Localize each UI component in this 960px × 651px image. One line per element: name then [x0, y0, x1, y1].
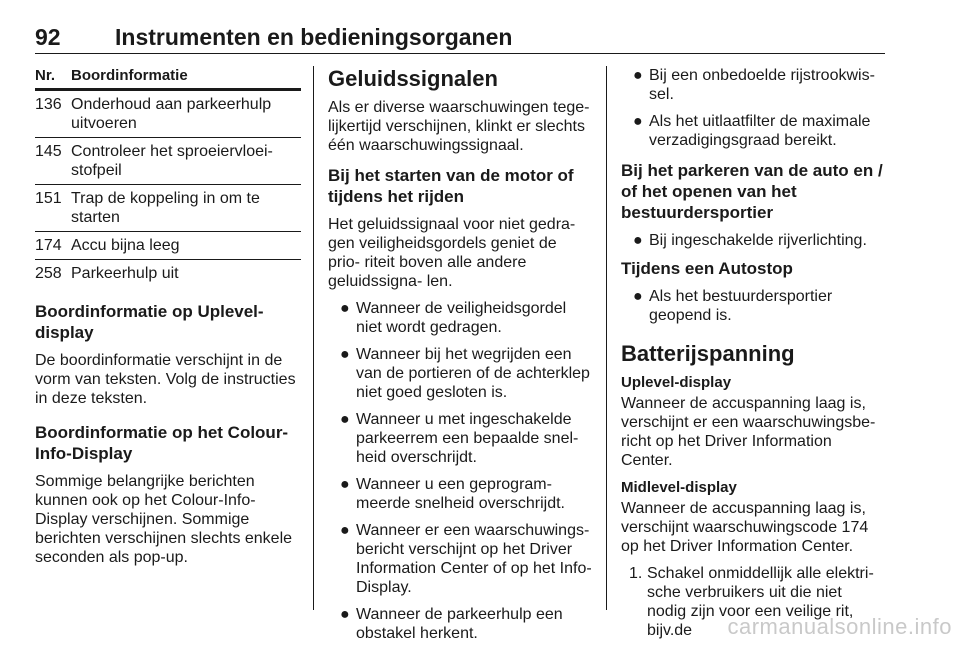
watermark: carmanualsonline.info — [727, 614, 952, 639]
row-text: Parkeerhulp uit — [71, 265, 179, 282]
heading-autostop: Tijdens een Autostop — [621, 259, 793, 278]
table-row — [35, 185, 301, 232]
bullet-list — [621, 231, 885, 250]
bullet-icon: ● — [633, 67, 643, 84]
page-header — [35, 24, 885, 51]
list-item: ● Wanneer de veiligheidsgordel niet wordt gedragen. — [340, 300, 567, 336]
table-header — [35, 66, 301, 91]
row-text: Accu bijna leeg — [71, 237, 180, 254]
column-divider — [313, 66, 314, 610]
column-right — [621, 66, 885, 648]
column-middle — [328, 66, 593, 651]
bullet-list — [328, 299, 593, 643]
bullet-icon: ● — [340, 346, 350, 363]
list-item: ● Bij ingeschakelde rijverlichting. — [633, 232, 867, 249]
bullet-icon: ● — [633, 288, 643, 305]
list-item: ● Wanneer er een waarschuwings- bericht verschijnt op het Driver Information Center of op het Info- Display. — [340, 522, 592, 596]
bullet-list — [621, 66, 885, 150]
table-header-info: Boordinformatie — [71, 67, 188, 84]
bullet-icon: ● — [340, 411, 350, 428]
bullet-icon: ● — [340, 300, 350, 317]
heading-uplevel: Boordinformatie op Uplevel-display — [35, 302, 264, 342]
row-nr: 174 — [35, 237, 62, 254]
page-title: Instrumenten en bedieningsorganen — [115, 24, 513, 50]
bullet-icon: ● — [340, 606, 350, 623]
list-item: ● Wanneer bij het wegrijden een van de portieren of de achterklep niet goed gesloten is. — [340, 346, 590, 401]
row-text: Onderhoud aan parkeerhulp uitvoeren — [71, 96, 272, 132]
heading-geluidssignalen: Geluidssignalen — [328, 66, 498, 91]
paragraph-geluidssignalen: Als er diverse waarschuwingen tege- lijkertijd verschijnen, klinkt er slechts één waarschuwingssignaal. — [328, 99, 590, 154]
row-nr: 151 — [35, 190, 62, 207]
row-text: Trap de koppeling in om te starten — [71, 190, 260, 226]
row-text: Controleer het sproeiervloei- stofpeil — [71, 143, 273, 179]
column-divider — [606, 66, 607, 610]
column-left — [35, 66, 301, 575]
list-item: ● Als het bestuurdersportier geopend is. — [633, 288, 833, 324]
list-item: ● Als het uitlaatfilter de maximale verzadigingsgraad bereikt. — [633, 113, 871, 149]
row-nr: 145 — [35, 143, 62, 160]
table-row — [35, 232, 301, 260]
list-item: ● Wanneer u een geprogram- meerde snelheid overschrijdt. — [340, 476, 565, 512]
paragraph-midlevel-display: Wanneer de accuspanning laag is, verschijnt waarschuwingscode 174 op het Driver Information Center. — [621, 500, 869, 555]
heading-parkeren: Bij het parkeren van de auto en / of het openen van het bestuurdersportier — [621, 161, 883, 222]
heading-midlevel-display: Midlevel-display — [621, 479, 737, 496]
row-nr: 258 — [35, 265, 62, 282]
header-rule — [35, 53, 885, 54]
bullet-list — [621, 287, 885, 325]
heading-colour-info: Boordinformatie op het Colour-Info-Display — [35, 423, 289, 463]
list-item: ● Wanneer de parkeerhulp een obstakel herkent. — [340, 606, 563, 642]
table-row — [35, 91, 301, 138]
list-item: 1. Schakel onmiddellijk alle elektri- sche verbruikers uit die niet nodig zijn voor een veilige rit, bijv.de — [629, 565, 874, 639]
paragraph-colour-info: Sommige belangrijke berichten kunnen ook op het Colour-Info-Display verschijnen. Sommige berichten verschijnen slechts enkele seconden als pop-up. — [35, 473, 293, 566]
table-row — [35, 260, 301, 287]
step-number: 1. — [629, 565, 643, 582]
table-header-nr: Nr. — [35, 67, 56, 84]
list-item: ● Bij een onbedoelde rijstrookwis- sel. — [633, 67, 875, 103]
table-row — [35, 138, 301, 185]
heading-uplevel-display: Uplevel-display — [621, 374, 732, 391]
heading-batterijspanning: Batterijspanning — [621, 341, 795, 366]
bullet-icon: ● — [340, 476, 350, 493]
row-nr: 136 — [35, 96, 62, 113]
bullet-icon: ● — [633, 113, 643, 130]
paragraph-uplevel-display: Wanneer de accuspanning laag is, verschijnt er een waarschuwingsbe- richt op het Driver Information Center. — [621, 395, 876, 469]
bullet-icon: ● — [633, 232, 643, 249]
paragraph-starten: Het geluidssignaal voor niet gedra- gen veiligheidsgordels geniet de prio- riteit boven alle andere geluidssigna- len. — [328, 216, 576, 290]
page-number: 92 — [35, 24, 61, 50]
list-item: ● Wanneer u met ingeschakelde parkeerrem een bepaalde snel- heid overschrijdt. — [340, 411, 579, 466]
paragraph-uplevel: De boordinformatie verschijnt in de vorm van teksten. Volg de instructies in deze teksten. — [35, 352, 296, 407]
bullet-icon: ● — [340, 522, 350, 539]
heading-starten: Bij het starten van de motor of tijdens het rijden — [328, 166, 574, 206]
